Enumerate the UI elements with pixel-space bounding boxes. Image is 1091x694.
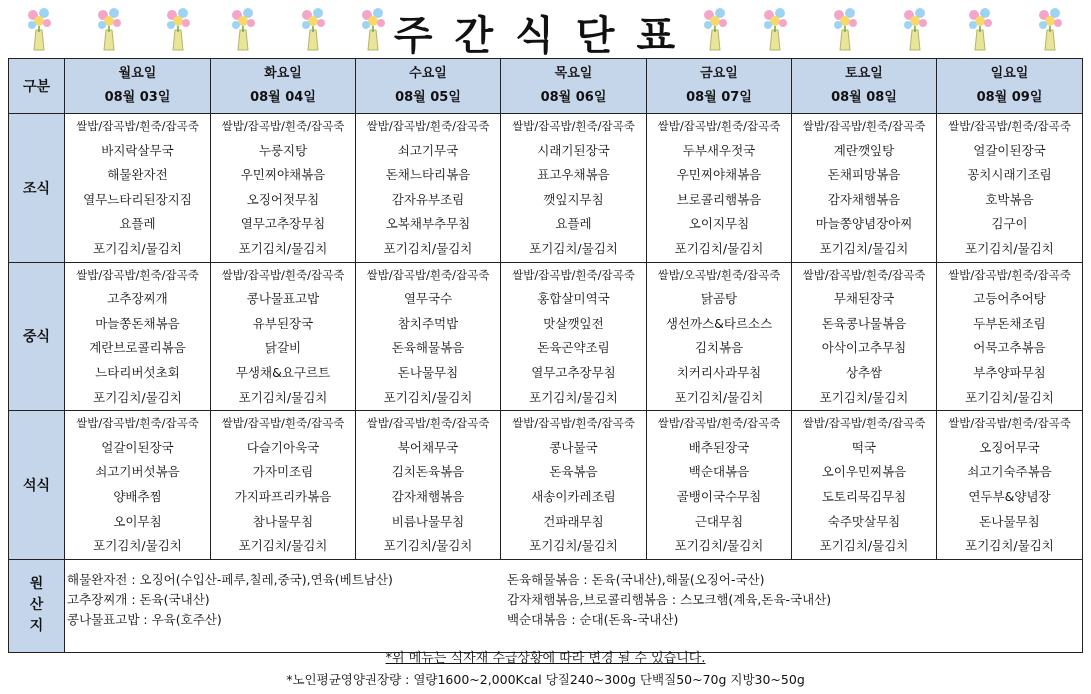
flower-pot-icon [24, 6, 54, 54]
menu-item: 두부돈채조림 [973, 315, 1046, 331]
menu-item: 쌀밥/잡곡밥/흰죽/잡곡죽 [366, 267, 490, 282]
menu-item: 포기김치/물김치 [93, 240, 182, 256]
origin-label [9, 559, 65, 652]
menu-item: 두부새우젓국 [682, 142, 756, 158]
menu-item: 요플레 [119, 216, 156, 232]
menu-item: 감자유부조림 [391, 191, 465, 207]
menu-item: 아삭이고추무침 [821, 340, 907, 356]
menu-item: 쌀밥/잡곡밥/흰죽/잡곡죽 [76, 267, 199, 282]
menu-item: 열무고추장무침 [240, 216, 326, 232]
menu-cell [792, 411, 937, 560]
menu-item: 무생채&요구르트 [235, 364, 331, 380]
menu-item: 돈육해물볶음 [391, 340, 465, 356]
menu-item: 연두부&양념장 [968, 488, 1051, 504]
nutrition-guideline: *노인평균영양권장량 : 열량1600~2,000Kcal 당질240~300g 단백질50~70g 지방30~50g [286, 672, 805, 687]
menu-item: 김치돈육볶음 [391, 464, 465, 480]
menu-item: 북어채무국 [397, 439, 459, 455]
menu-item: 마늘쫑돈채볶음 [95, 315, 180, 331]
origin-line: 고추장찌개 : 돈육(국내산) [67, 591, 210, 607]
menu-item: 무채된장국 [833, 291, 895, 307]
menu-item: 쌀밥/잡곡밥/흰죽/잡곡죽 [512, 119, 635, 133]
day-date: 08월 03일 [104, 90, 171, 105]
menu-item: 쌀밥/잡곡밥/흰죽/잡곡죽 [366, 416, 490, 431]
menu-item: 포기김치/물김치 [383, 538, 473, 554]
day-header [937, 59, 1083, 114]
menu-cell [356, 114, 501, 263]
menu-item: 홍합살미역국 [537, 291, 610, 307]
header-label-cell: 구분 [9, 59, 65, 114]
menu-item: 닭곰탕 [700, 291, 738, 307]
menu-item: 돈나물무침 [979, 513, 1040, 529]
menu-item: 유부된장국 [252, 315, 314, 331]
menu-item: 가자미조림 [252, 464, 314, 480]
day-name: 월요일 [118, 66, 157, 81]
menu-item: 포기김치/물김치 [965, 538, 1054, 554]
menu-item: 포기김치/물김치 [965, 389, 1054, 405]
menu-item: 김구이 [991, 216, 1028, 232]
menu-item: 쌀밥/잡곡밥/흰죽/잡곡죽 [802, 416, 926, 431]
menu-item: 계란브로콜리볶음 [89, 340, 186, 356]
meal-row [9, 114, 1083, 263]
menu-item: 시래기된장국 [537, 142, 610, 158]
menu-item: 근대무침 [694, 513, 744, 529]
menu-item: 쌀밥/잡곡밥/흰죽/잡곡죽 [802, 119, 926, 133]
menu-cell [65, 114, 211, 263]
menu-item: 쌀밥/잡곡밥/흰죽/잡곡죽 [948, 416, 1071, 431]
menu-item: 맛살깻잎전 [543, 315, 604, 331]
menu-item: 포기김치/물김치 [819, 240, 909, 256]
menu-item: 포기김치/물김치 [674, 389, 764, 405]
menu-item: 쌀밥/잡곡밥/흰죽/잡곡죽 [657, 119, 781, 133]
day-header [647, 59, 792, 114]
menu-cell [501, 262, 647, 411]
origin-line: 감자채햄볶음,브로콜리햄볶음 : 스모크햄(계육,돈육-국내산) [507, 591, 832, 607]
menu-cell [937, 411, 1083, 560]
meal-label: 석식 [9, 411, 65, 560]
menu-item: 고추장찌개 [107, 291, 168, 307]
menu-item: 포기김치/물김치 [819, 538, 909, 554]
menu-item: 쌀밥/잡곡밥/흰죽/잡곡죽 [512, 416, 635, 431]
menu-cell [792, 114, 937, 263]
menu-table [8, 58, 1083, 653]
menu-item: 오징어젓무침 [246, 191, 320, 207]
flower-pot-icon [228, 6, 258, 54]
menu-item: 가지파프리카볶음 [234, 488, 332, 504]
flower-pot-icon [760, 6, 790, 54]
menu-cell [501, 411, 647, 560]
meal-row [9, 262, 1083, 411]
menu-item: 표고우채볶음 [537, 167, 610, 183]
menu-item: 얼갈이된장국 [101, 439, 174, 455]
menu-item: 쌀밥/잡곡밥/흰죽/잡곡죽 [948, 119, 1071, 133]
menu-item: 해물완자전 [107, 167, 168, 183]
menu-item: 건파래무침 [543, 513, 604, 529]
menu-item: 부추양파무침 [973, 364, 1046, 380]
menu-item: 쌀밥/잡곡밥/흰죽/잡곡죽 [221, 119, 345, 133]
menu-item: 쌀밥/잡곡밥/흰죽/잡곡죽 [366, 119, 490, 133]
menu-item: 포기김치/물김치 [529, 538, 618, 554]
menu-item: 마늘쫑양념장아찌 [815, 216, 913, 232]
menu-cell [356, 262, 501, 411]
page-title: 주간식단표 [393, 13, 698, 59]
menu-item: 참나물무침 [252, 513, 314, 529]
origin-line: 돈육해물볶음 : 돈육(국내산),해물(오징어-국산) [507, 571, 765, 587]
menu-item: 포기김치/물김치 [674, 538, 764, 554]
menu-cell [211, 411, 356, 560]
menu-item: 어묵고추볶음 [973, 340, 1046, 356]
menu-item: 배추된장국 [688, 439, 750, 455]
menu-item: 포기김치/물김치 [238, 538, 328, 554]
day-header [501, 59, 647, 114]
menu-item: 포기김치/물김치 [965, 240, 1054, 256]
menu-item: 쌀밥/잡곡밥/흰죽/잡곡죽 [802, 267, 926, 282]
menu-item: 도토리묵김무침 [821, 488, 907, 504]
flower-pot-icon [298, 6, 328, 54]
menu-item: 열무느타리된장지짐 [83, 191, 192, 207]
flower-pot-icon [965, 6, 995, 54]
menu-item: 쌀밥/잡곡밥/흰죽/잡곡죽 [948, 267, 1071, 282]
menu-item: 감자채햄볶음 [827, 191, 901, 207]
day-date: 08월 08일 [831, 90, 897, 105]
menu-cell [937, 114, 1083, 263]
menu-cell [211, 262, 356, 411]
day-header [65, 59, 211, 114]
meal-row [9, 411, 1083, 560]
menu-item: 호박볶음 [985, 191, 1034, 207]
menu-item: 감자채햄볶음 [391, 488, 465, 504]
origin-right-column [507, 570, 1067, 630]
menu-item: 쇠고기숙주볶음 [967, 464, 1052, 480]
menu-item: 바지락살무국 [101, 142, 174, 158]
menu-item: 열무국수 [403, 291, 453, 307]
flower-pot-icon [700, 6, 730, 54]
menu-item: 상추쌈 [845, 364, 883, 380]
day-header [211, 59, 356, 114]
menu-item: 다슬기아욱국 [246, 439, 320, 455]
day-date: 08월 06일 [540, 90, 607, 105]
origin-content [65, 559, 1083, 652]
menu-item: 비름나물무침 [391, 513, 465, 529]
day-name: 목요일 [554, 66, 593, 81]
menu-item: 요플레 [555, 216, 592, 232]
menu-cell [647, 411, 792, 560]
flower-pot-icon [94, 6, 124, 54]
menu-item: 돈육콩나물볶음 [821, 315, 907, 331]
menu-cell [647, 114, 792, 263]
menu-item: 돈채피망볶음 [827, 167, 901, 183]
menu-item: 쌀밥/잡곡밥/흰죽/잡곡죽 [657, 416, 781, 431]
menu-item: 포기김치/물김치 [93, 538, 182, 554]
flower-pot-icon [1035, 6, 1065, 54]
flower-pot-icon [830, 6, 860, 54]
day-date: 08월 09일 [976, 90, 1043, 105]
menu-item: 오복채부추무침 [385, 216, 471, 232]
day-name: 일요일 [990, 66, 1029, 81]
menu-cell [65, 411, 211, 560]
menu-item: 쌀밥/잡곡밥/흰죽/잡곡죽 [221, 267, 345, 282]
menu-cell [501, 114, 647, 263]
origin-left-column [67, 570, 507, 630]
menu-cell [647, 262, 792, 411]
menu-item: 계란깻잎탕 [833, 142, 895, 158]
day-date: 08월 05일 [395, 90, 461, 105]
menu-item: 숙주맛살무침 [827, 513, 901, 529]
menu-item: 떡국 [851, 439, 877, 455]
day-name: 수요일 [409, 66, 447, 81]
menu-item: 쇠고기버섯볶음 [95, 464, 180, 480]
menu-item: 골뱅이국수무침 [676, 488, 762, 504]
menu-item: 돈나물무침 [397, 364, 459, 380]
meal-label: 중식 [9, 262, 65, 411]
day-date: 08월 04일 [250, 90, 316, 105]
menu-cell [356, 411, 501, 560]
menu-item: 치커리사과무침 [676, 364, 762, 380]
menu-item: 포기김치/물김치 [383, 240, 473, 256]
menu-item: 포기김치/물김치 [238, 240, 328, 256]
menu-item: 닭갈비 [264, 340, 302, 356]
day-date: 08월 07일 [686, 90, 752, 105]
menu-item: 포기김치/물김치 [93, 389, 182, 405]
menu-item: 고등어추어탕 [973, 291, 1046, 307]
menu-item: 열무고추장무침 [531, 364, 616, 380]
flower-pot-icon [163, 6, 193, 54]
page-header [0, 0, 1091, 58]
menu-item: 포기김치/물김치 [529, 240, 618, 256]
change-notice: *위 메뉴는 식자재 수급상황에 따라 변경 될 수 있습니다. [385, 651, 706, 666]
menu-cell [792, 262, 937, 411]
menu-item: 우민찌야채볶음 [240, 167, 326, 183]
menu-cell [65, 262, 211, 411]
menu-item: 쌀밥/잡곡밥/흰죽/잡곡죽 [221, 416, 345, 431]
menu-item: 포기김치/물김치 [529, 389, 618, 405]
menu-item: 우민찌야채볶음 [676, 167, 762, 183]
menu-item: 백순대볶음 [688, 464, 750, 480]
menu-item: 꽁치시래기조림 [967, 167, 1052, 183]
menu-item: 콩나물표고밥 [246, 291, 320, 307]
menu-item: 새송이카레조림 [531, 488, 616, 504]
menu-item: 돈육볶음 [549, 464, 598, 480]
day-name: 토요일 [845, 66, 883, 81]
menu-item: 쌀밥/오곡밥/흰죽/잡곡죽 [657, 267, 781, 282]
menu-cell [937, 262, 1083, 411]
menu-item: 돈채느타리볶음 [385, 167, 471, 183]
menu-item: 포기김치/물김치 [674, 240, 764, 256]
day-name: 금요일 [700, 66, 738, 81]
menu-item: 양배추찜 [113, 488, 162, 504]
menu-item: 포기김치/물김치 [238, 389, 328, 405]
menu-item: 콩나물국 [549, 439, 598, 455]
menu-cell [211, 114, 356, 263]
menu-item: 느타리버섯초회 [95, 364, 180, 380]
menu-item: 오징어무국 [979, 439, 1040, 455]
menu-item: 브로콜리햄볶음 [676, 191, 762, 207]
menu-item: 오이우민찌볶음 [821, 464, 907, 480]
day-name: 화요일 [264, 66, 302, 81]
day-header [792, 59, 937, 114]
origin-label-char: 지 [29, 618, 44, 635]
origin-label-char: 산 [29, 597, 44, 614]
origin-line: 해물완자전 : 오징어(수입산-페루,칠레,중국),연육(베트남산) [67, 571, 393, 587]
menu-item: 오이무침 [113, 513, 162, 529]
menu-item: 쌀밥/잡곡밥/흰죽/잡곡죽 [512, 267, 635, 282]
menu-item: 오이지무침 [688, 216, 750, 232]
day-header [356, 59, 501, 114]
origin-line: 콩나물표고밥 : 우육(호주산) [67, 611, 222, 627]
menu-item: 깻잎지무침 [543, 191, 604, 207]
meal-label: 조식 [9, 114, 65, 263]
menu-item: 돈육곤약조림 [537, 340, 610, 356]
flower-pot-icon [900, 6, 930, 54]
menu-item: 생선까스&타르소스 [665, 315, 773, 331]
menu-item: 참치주먹밥 [397, 315, 459, 331]
menu-item: 쌀밥/잡곡밥/흰죽/잡곡죽 [76, 119, 199, 133]
menu-item: 얼갈이된장국 [973, 142, 1046, 158]
menu-item: 김치볶음 [694, 340, 744, 356]
flower-pot-icon [358, 6, 388, 54]
menu-item: 누룽지탕 [258, 142, 308, 158]
menu-item: 쌀밥/잡곡밥/흰죽/잡곡죽 [76, 416, 199, 431]
menu-item: 쇠고기무국 [397, 142, 459, 158]
origin-line: 백순대볶음 : 순대(돈육-국내산) [507, 611, 679, 627]
menu-item: 포기김치/물김치 [819, 389, 909, 405]
menu-item: 포기김치/물김치 [383, 389, 473, 405]
origin-label-char: 원 [29, 576, 44, 593]
